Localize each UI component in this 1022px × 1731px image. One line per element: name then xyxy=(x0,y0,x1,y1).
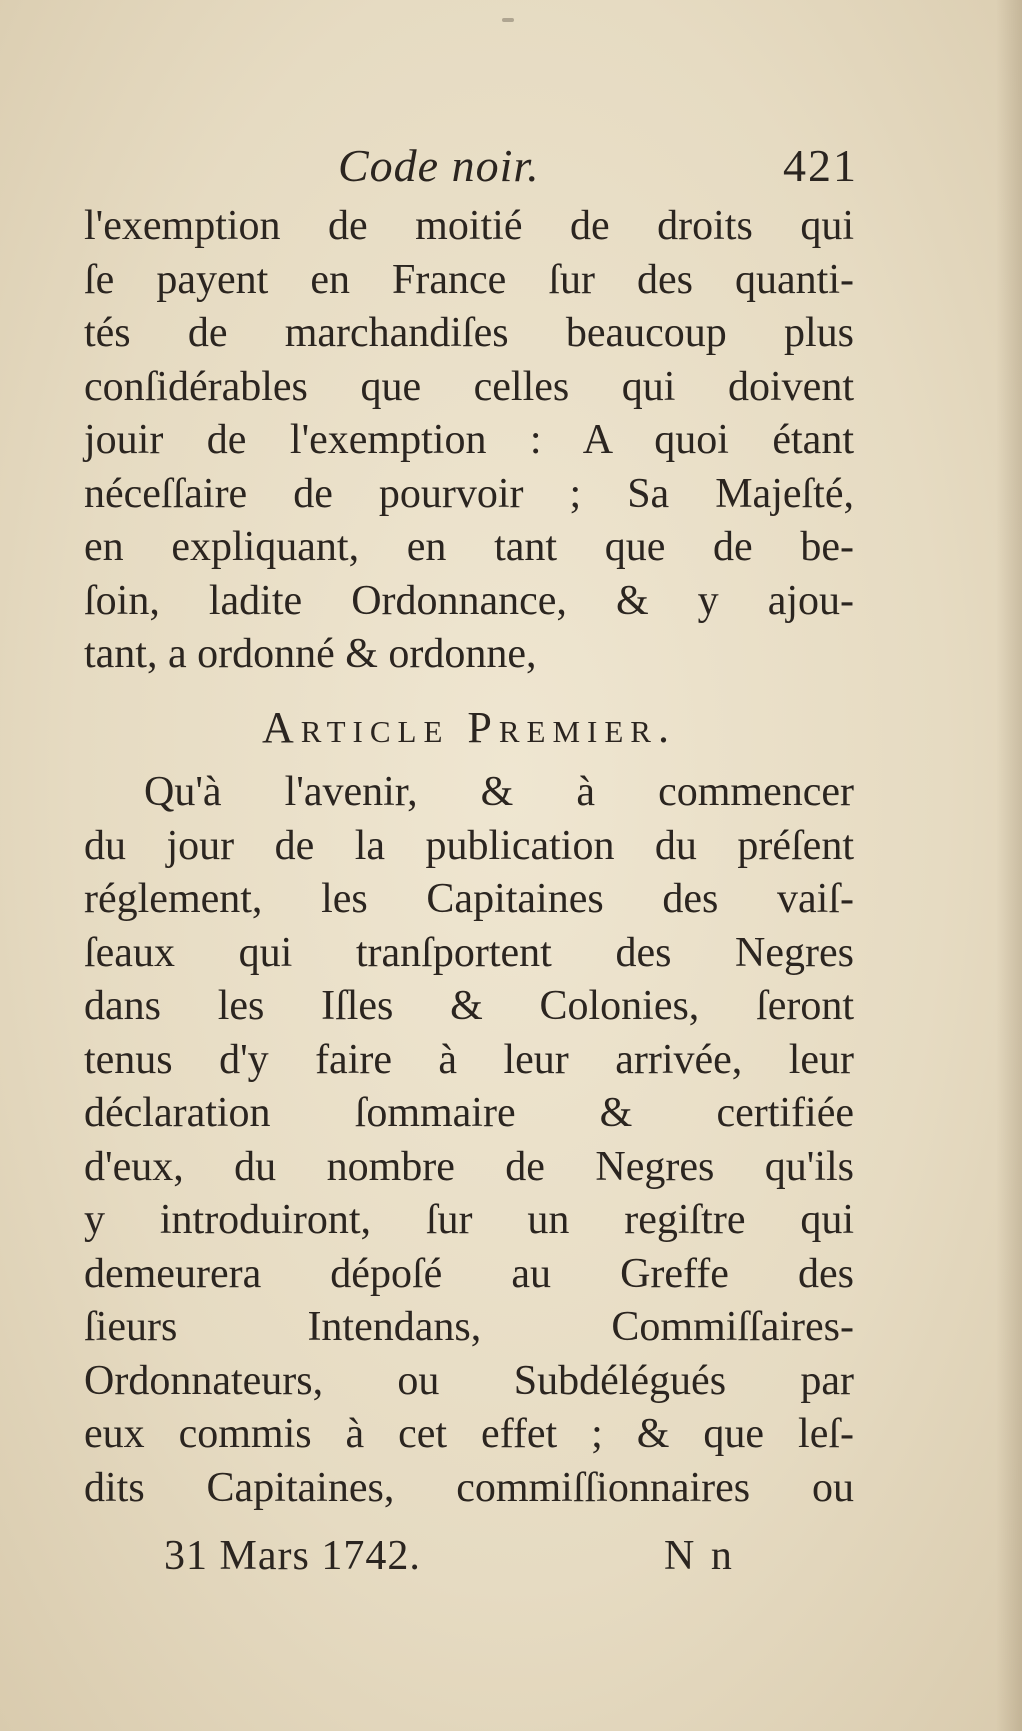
text-line: dits Capitaines, commiſſionnaires ou xyxy=(84,1464,854,1511)
text-line: ſoin, ladite Ordonnance, & y ajou- xyxy=(84,577,854,624)
text-line: tant, a ordonné & ordonne, xyxy=(84,631,537,677)
text-line: en expliquant, en tant que de be- xyxy=(84,524,854,570)
text-line: eux commis à cet effet ; & que leſ- xyxy=(84,1411,854,1457)
text-line: néceſſaire de pourvoir ; Sa Majeſté, xyxy=(84,470,854,517)
running-head xyxy=(88,138,858,198)
text-line: ſe payent en France ſur des quanti- xyxy=(84,256,854,303)
text-line: tenus d'y faire à leur arrivée, leur xyxy=(84,1036,854,1083)
signature-mark: N n xyxy=(664,1533,735,1579)
text-line: tés de marchandiſes beaucoup plus xyxy=(84,310,854,356)
paragraph-continued xyxy=(84,200,854,682)
text-line: réglement, les Capitaines des vaiſ- xyxy=(84,876,854,922)
text-line: demeurera dépoſé au Greffe des xyxy=(84,1250,854,1297)
article-paragraph xyxy=(84,766,854,1515)
text-line: déclaration ſommaire & certifiée xyxy=(84,1090,854,1136)
text-line: y introduiront, ſur un regiſtre qui xyxy=(84,1197,854,1243)
text-line: du jour de la publication du préſent xyxy=(84,822,854,869)
ink-smudge xyxy=(502,18,514,22)
text-line: dans les Iſles & Colonies, ſeront xyxy=(84,983,854,1029)
text-line: ſeaux qui tranſportent des Negres xyxy=(84,929,854,976)
text-line: l'exemption de moitié de droits qui xyxy=(84,203,854,249)
text-line: jouir de l'exemption : A quoi étant xyxy=(84,417,854,463)
page-number: 421 xyxy=(783,140,858,191)
text-line: ſieurs Intendans, Commiſſaires- xyxy=(84,1304,854,1350)
text-line: Ordonnateurs, ou Subdélégués par xyxy=(84,1357,854,1404)
running-head-title: Code noir. xyxy=(338,140,540,191)
spine-shadow xyxy=(996,0,1022,1731)
text-line: d'eux, du nombre de Negres qu'ils xyxy=(84,1143,854,1190)
article-heading: Article Premier. xyxy=(262,703,676,752)
text-line: Qu'à l'avenir, & à commencer xyxy=(144,769,854,815)
page-footer xyxy=(84,1528,854,1588)
text-line: conſidérables que celles qui doivent xyxy=(84,363,854,410)
footer-date: 31 Mars 1742. xyxy=(164,1533,421,1579)
